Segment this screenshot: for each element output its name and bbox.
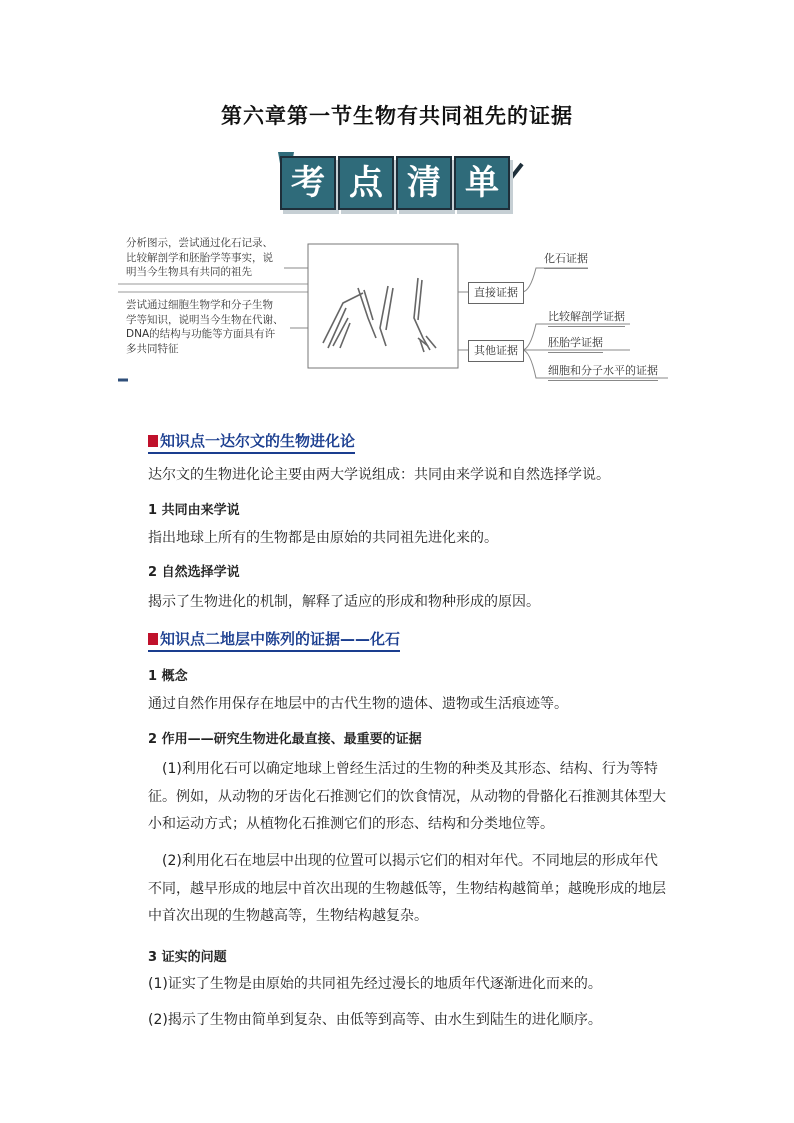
red-marker-icon bbox=[148, 633, 158, 645]
section2-text1: 通过自然作用保存在地层中的古代生物的遗体、遗物或生活痕迹等。 bbox=[148, 696, 568, 712]
banner-char: 清 bbox=[396, 156, 452, 210]
cell-molecular-evidence-leaf: 细胞和分子水平的证据 bbox=[548, 362, 658, 381]
key-points-banner bbox=[272, 148, 524, 214]
other-evidence-node: 其他证据 bbox=[468, 340, 524, 362]
para-line: (1)利用化石可以确定地球上曾经生活过的生物的种类及其形态、结构、行为等特 bbox=[162, 761, 658, 777]
para-line: 征。例如，从动物的牙齿化石推测它们的饮食情况，从动物的骨骼化石推测其体型大 bbox=[148, 788, 666, 805]
note-line: 比较解剖学和胚胎学等事实，说 bbox=[126, 251, 273, 264]
section2-sub2: 2 作用——研究生物进化最直接、最重要的证据 bbox=[148, 732, 422, 747]
page-title: 第六章第一节生物有共同祖先的证据 bbox=[221, 103, 573, 128]
note-line: DNA的结构与功能等方面具有许 bbox=[126, 328, 276, 340]
fossil-evidence-leaf: 化石证据 bbox=[544, 250, 588, 269]
red-marker-icon bbox=[148, 435, 158, 447]
para-line: 中首次出现的生物越高等，生物结构越复杂。 bbox=[148, 908, 428, 924]
para-line: (2)利用化石在地层中出现的位置可以揭示它们的相对年代。不同地层的形成年代 bbox=[162, 853, 658, 869]
objective-note-2 bbox=[126, 298, 284, 356]
section-heading-text: 知识点一达尔文的生物进化论 bbox=[160, 432, 356, 450]
section2-sub3: 3 证实的问题 bbox=[148, 950, 227, 965]
note-line: 多共同特征 bbox=[126, 342, 179, 355]
section1-text2: 揭示了生物进化的机制，解释了适应的形成和物种形成的原因。 bbox=[148, 594, 540, 610]
section2-role-para-2 bbox=[148, 848, 686, 931]
section2-proof-1: (1)证实了生物是由原始的共同祖先经过漫长的地质年代逐渐进化而来的。 bbox=[148, 976, 602, 992]
objective-note-1 bbox=[126, 236, 273, 280]
anatomy-evidence-leaf: 比较解剖学证据 bbox=[548, 308, 625, 327]
section2-role-para-1 bbox=[148, 756, 686, 839]
section2-sub1: 1 概念 bbox=[148, 669, 188, 684]
note-line: 尝试通过细胞生物学和分子生物 bbox=[126, 299, 273, 311]
section1-sub1: 1 共同由来学说 bbox=[148, 503, 240, 518]
para-line: 不同，越早形成的地层中首次出现的生物越低等，生物结构越简单；越晚形成的地层 bbox=[148, 880, 666, 897]
section1-intro: 达尔文的生物进化论主要由两大学说组成：共同由来学说和自然选择学说。 bbox=[148, 467, 610, 483]
para-line: 小和运动方式；从植物化石推测它们的形态、结构和分类地位等。 bbox=[148, 816, 554, 832]
section-heading-1 bbox=[148, 430, 355, 454]
section1-text1: 指出地球上所有的生物都是由原始的共同祖先进化来的。 bbox=[148, 530, 498, 546]
banner-char: 点 bbox=[338, 156, 394, 210]
note-line: 学等知识，说明当今生物在代谢、 bbox=[126, 313, 284, 326]
banner-char: 单 bbox=[454, 156, 510, 210]
banner-char: 考 bbox=[280, 156, 336, 210]
section-heading-2 bbox=[148, 628, 400, 652]
direct-evidence-node: 直接证据 bbox=[468, 282, 524, 304]
note-line: 明当今生物具有共同的祖先 bbox=[126, 266, 252, 278]
mind-map bbox=[118, 228, 678, 388]
section1-sub2: 2 自然选择学说 bbox=[148, 565, 240, 580]
section-heading-text: 知识点二地层中陈列的证据——化石 bbox=[160, 630, 401, 648]
note-line: 分析图示，尝试通过化石记录、 bbox=[126, 237, 273, 249]
embryo-evidence-leaf: 胚胎学证据 bbox=[548, 334, 603, 353]
section2-proof-2: (2)揭示了生物由简单到复杂、由低等到高等、由水生到陆生的进化顺序。 bbox=[148, 1012, 602, 1028]
